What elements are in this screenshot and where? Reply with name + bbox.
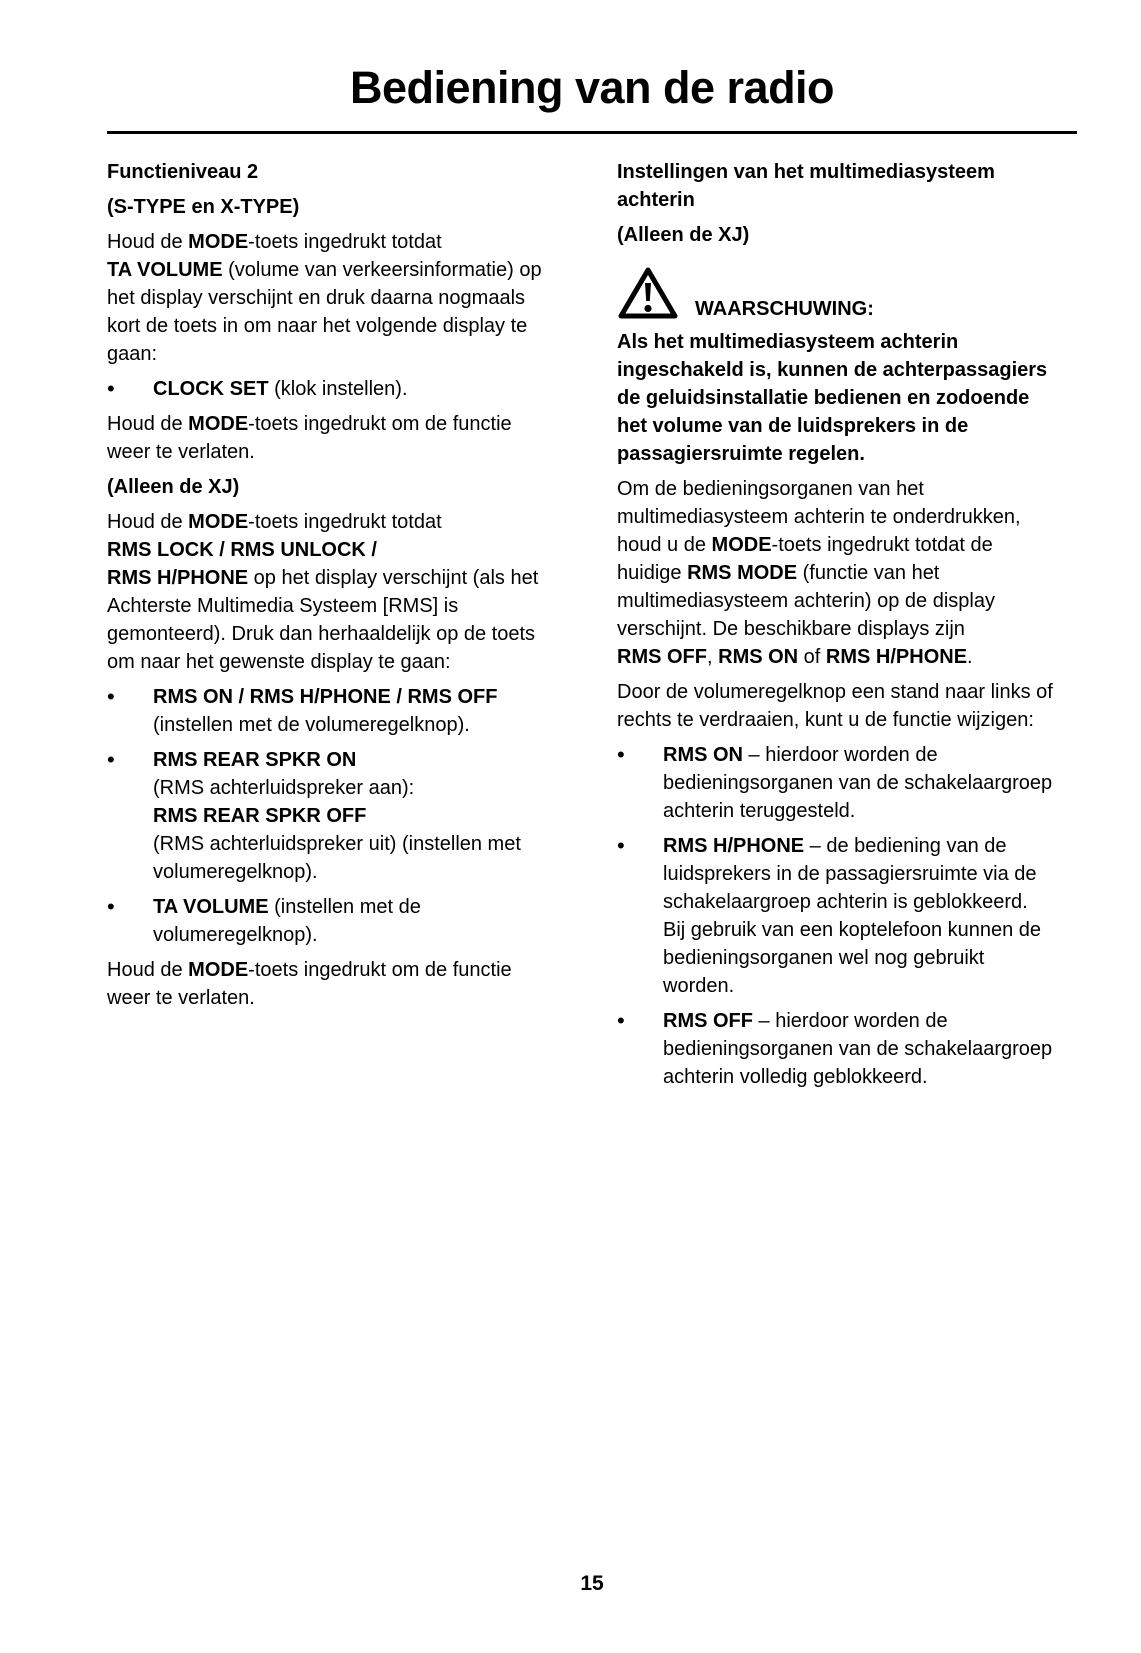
list-item-text: CLOCK SET (klok instellen).	[153, 378, 408, 400]
paragraph-rms-lock: Houd de MODE-toets ingedrukt totdat RMS LOCK / RMS UNLOCK / RMS H/PHONE op het display verschijnt (als het Achterste Multimedia Systeem [RMS] is gemonteerd). Druk dan herhaaldelijk op de toets om naar het gewenste display te gaan:	[107, 511, 539, 673]
warning-triangle-icon	[617, 265, 679, 321]
page-number: 15	[580, 1572, 604, 1595]
left-column	[107, 158, 557, 1098]
bullet-icon: •	[107, 894, 115, 919]
warning-text: Als het multimediasysteem achterin ingeschakeld is, kunnen de achterpassagiers de geluidsinstallatie bedienen en zodoende het volume van de luidsprekers in de passagiersruimte regelen.	[617, 331, 1048, 465]
list-item-rear-spkr	[107, 746, 557, 886]
heading-xj-only-right: (Alleen de XJ)	[617, 224, 750, 246]
right-column	[617, 158, 1055, 1098]
heading-rms-settings: Instellingen van het multimediasysteem achterin	[617, 161, 995, 211]
list-item-text: RMS ON / RMS H/PHONE / RMS OFF (instellen met de volumeregelknop).	[153, 686, 498, 736]
bullet-icon: •	[107, 376, 115, 401]
title-divider	[107, 131, 1077, 134]
bullet-icon: •	[617, 742, 625, 767]
paragraph-exit-function-2: Houd de MODE-toets ingedrukt om de functie weer te verlaten.	[107, 959, 512, 1009]
list-item-text: TA VOLUME (instellen met de volumeregelknop).	[153, 896, 421, 946]
warning-header	[617, 265, 1055, 321]
list-item-rms-on	[617, 741, 1055, 825]
paragraph-volume-knob: Door de volumeregelknop een stand naar links of rechts te verdraaien, kunt u de functie wijzigen:	[617, 681, 1053, 731]
bullet-icon: •	[617, 833, 625, 858]
heading-stype-xtype: (S-TYPE en X-TYPE)	[107, 196, 300, 218]
list-item-text: RMS REAR SPKR ON (RMS achterluidspreker aan): RMS REAR SPKR OFF (RMS achterluidspreker uit) (instellen met volumeregelknop).	[153, 749, 521, 883]
list-item-rms-off	[617, 1007, 1055, 1091]
page-content	[107, 0, 1077, 1098]
list-item-text: RMS H/PHONE – de bediening van de luidsprekers in de passagiersruimte via de schakelaargroep achterin is geblokkeerd. Bij gebruik van een koptelefoon kunnen de bedieningsorganen wel nog gebruikt worden.	[663, 835, 1042, 997]
list-item-text: RMS OFF – hierdoor worden de bedieningsorganen van de schakelaargroep achterin volledig geblokkeerd.	[663, 1010, 1053, 1088]
list-item-text: RMS ON – hierdoor worden de bedieningsorganen van de schakelaargroep achterin teruggesteld.	[663, 744, 1053, 822]
heading-xj-only-left: (Alleen de XJ)	[107, 476, 240, 498]
paragraph-mode-ta-volume: Houd de MODE-toets ingedrukt totdat TA VOLUME (volume van verkeersinformatie) op het display verschijnt en druk daarna nogmaals kort de toets in om naar het volgende display te gaan:	[107, 231, 542, 365]
heading-function-level: Functieniveau 2	[107, 161, 259, 183]
paragraph-exit-function-1: Houd de MODE-toets ingedrukt om de functie weer te verlaten.	[107, 413, 512, 463]
list-item-rms-on-hphone-off	[107, 683, 557, 739]
two-column-body	[107, 158, 1077, 1098]
bullet-icon: •	[107, 747, 115, 772]
warning-label: WAARSCHUWING:	[695, 298, 874, 320]
list-item-ta-volume	[107, 893, 557, 949]
list-item-rms-hphone	[617, 832, 1055, 1000]
bullet-icon: •	[107, 684, 115, 709]
list-item-clock-set	[107, 375, 557, 403]
page-title: Bediening van de radio	[349, 62, 835, 113]
paragraph-suppress-rms: Om de bedieningsorganen van het multimediasysteem achterin te onderdrukken, houd u de MODE-toets ingedrukt totdat de huidige RMS MODE (functie van het multimediasysteem achterin) op de display verschijnt. De beschikbare displays zijn RMS OFF, RMS ON of RMS H/PHONE.	[617, 478, 1021, 668]
bullet-icon: •	[617, 1008, 625, 1033]
